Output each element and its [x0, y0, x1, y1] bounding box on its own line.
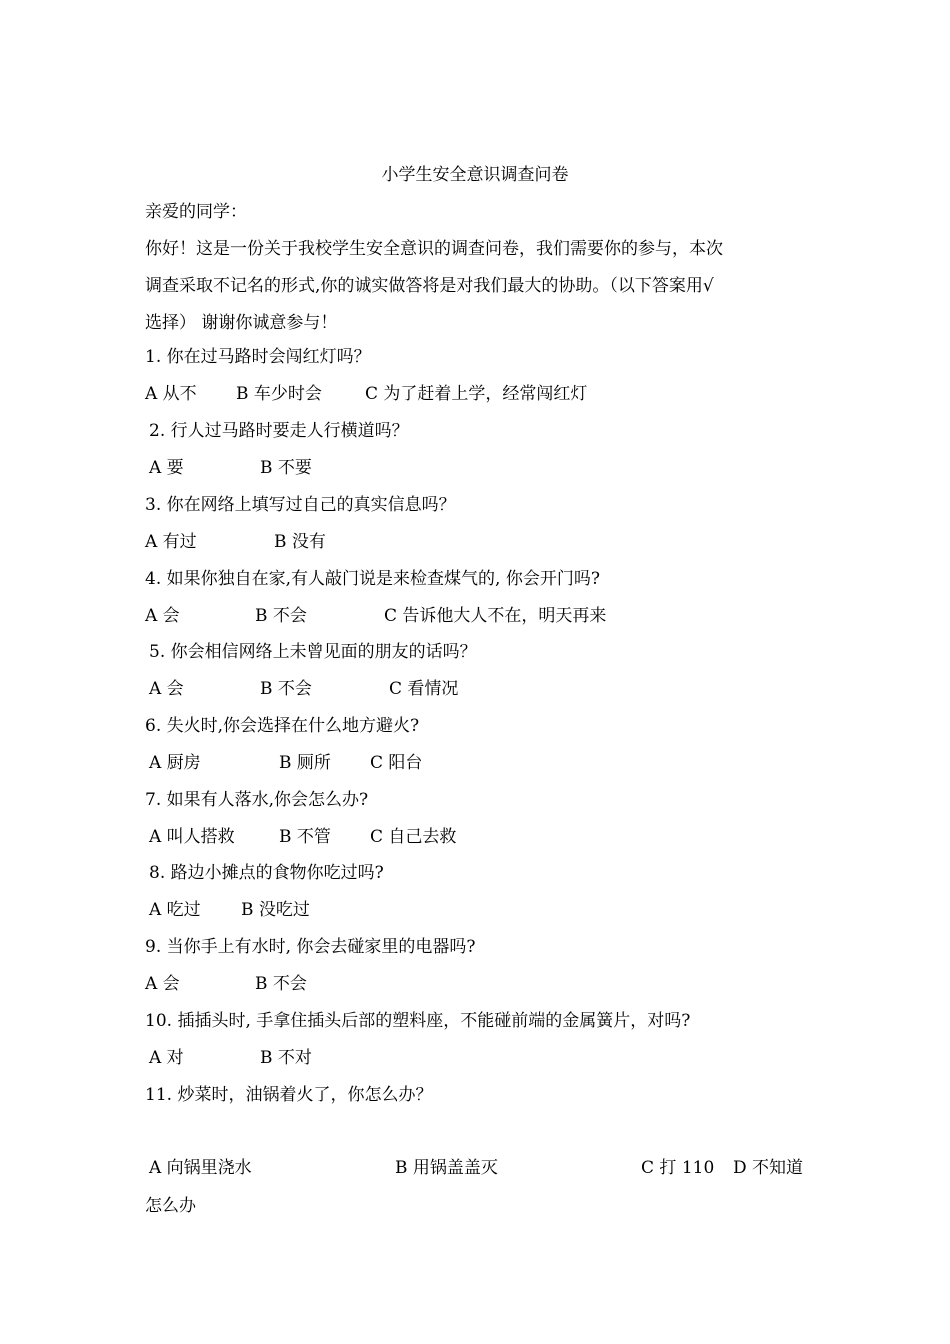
q3-option-a: A 有过: [145, 532, 197, 552]
q2-option-a: A 要: [149, 458, 184, 478]
question-11: 11. 炒菜时，油锅着火了，你怎么办？: [145, 1085, 433, 1105]
q7-option-b: B 不管: [279, 827, 331, 847]
q11-option-b: B 用锅盖盖灭: [395, 1158, 498, 1178]
q5-option-b: B 不会: [260, 679, 312, 699]
question-10: 10. 插插头时, 手拿住插头后部的塑料座，不能碰前端的金属簧片，对吗?: [145, 1011, 691, 1031]
q5-option-a: A 会: [149, 679, 184, 699]
question-4: 4. 如果你独自在家,有人敲门说是来检查煤气的, 你会开门吗?: [145, 569, 600, 589]
q6-option-b: B 厕所: [279, 753, 331, 773]
q4-option-b: B 不会: [255, 606, 307, 626]
q3-option-b: B 没有: [274, 532, 326, 552]
q11-option-d: D 不知道: [733, 1158, 804, 1178]
q6-option-c: C 阳台: [370, 753, 423, 773]
q1-option-c: C 为了赶着上学，经常闯红灯: [365, 384, 588, 404]
q11-option-d-continued: 怎么办: [145, 1196, 196, 1216]
q9-option-a: A 会: [145, 974, 180, 994]
intro-line-2: 调查采取不记名的形式,你的诚实做答将是对我们最大的协助。（以下答案用√: [145, 276, 714, 296]
question-8: 8. 路边小摊点的食物你吃过吗?: [149, 863, 384, 883]
page-title: 小学生安全意识调查问卷: [381, 165, 569, 185]
question-3: 3. 你在网络上填写过自己的真实信息吗？: [145, 495, 456, 515]
question-2: 2. 行人过马路时要走人行横道吗？: [149, 421, 409, 441]
q4-option-a: A 会: [145, 606, 180, 626]
q1-option-a: A 从不: [145, 384, 197, 404]
greeting: 亲爱的同学：: [145, 202, 247, 222]
intro-line-1: 你好！这是一份关于我校学生安全意识的调查问卷，我们需要你的参与，本次: [145, 239, 723, 259]
q6-option-a: A 厨房: [149, 753, 201, 773]
q7-option-c: C 自己去救: [370, 827, 457, 847]
q10-option-a: A 对: [149, 1048, 184, 1068]
q5-option-c: C 看情况: [389, 679, 459, 699]
intro-line-3: 选择） 谢谢你诚意参与！: [145, 313, 338, 333]
q2-option-b: B 不要: [260, 458, 312, 478]
question-5: 5. 你会相信网络上未曾见面的朋友的话吗？: [149, 642, 477, 662]
q1-option-b: B 车少时会: [236, 384, 322, 404]
q11-option-a: A 向锅里浇水: [149, 1158, 252, 1178]
q10-option-b: B 不对: [260, 1048, 312, 1068]
question-6: 6. 失火时,你会选择在什么地方避火?: [145, 716, 420, 736]
q9-option-b: B 不会: [255, 974, 307, 994]
q11-option-c: C 打 110: [641, 1158, 715, 1178]
q8-option-a: A 吃过: [149, 900, 201, 920]
question-1: 1. 你在过马路时会闯红灯吗？: [145, 347, 371, 367]
question-9: 9. 当你手上有水时, 你会去碰家里的电器吗?: [145, 937, 476, 957]
question-7: 7. 如果有人落水,你会怎么办?: [145, 790, 369, 810]
q8-option-b: B 没吃过: [241, 900, 310, 920]
q7-option-a: A 叫人搭救: [149, 827, 235, 847]
q4-option-c: C 告诉他大人不在，明天再来: [384, 606, 607, 626]
